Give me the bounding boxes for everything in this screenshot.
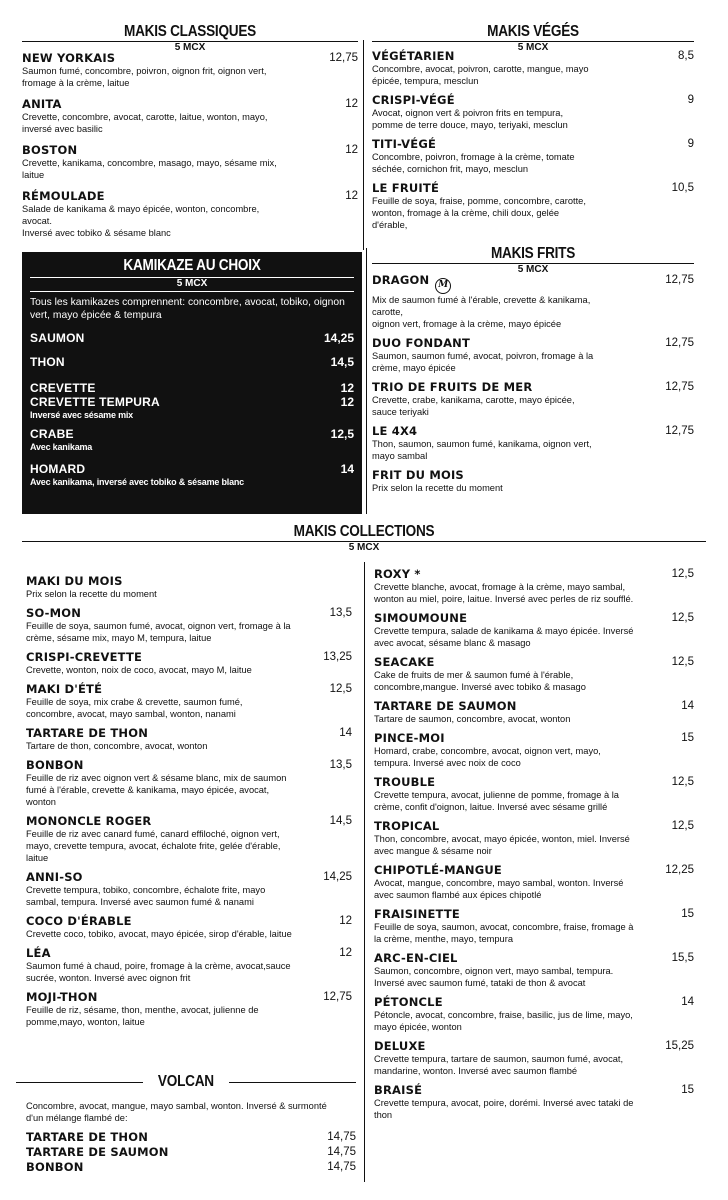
section-title: KAMIKAZE AU CHOIX	[123, 257, 261, 274]
divider	[30, 291, 354, 292]
item-description: Concombre, avocat, poivron, carotte, mangue, mayo épicée, tempura, mesclun	[372, 64, 589, 86]
menu-item-maki-d-ete	[26, 682, 352, 720]
menu-item-new-yorkais	[22, 51, 358, 89]
item-description: Feuille de soya, saumon fumé, avocat, oignon vert, fromage à la crème, sésame mix, mayo M, tempura, laitue	[26, 621, 291, 643]
column-divider	[364, 562, 365, 1182]
item-price: 14	[340, 462, 354, 476]
maki-logo-icon: M	[435, 278, 451, 294]
item-name: BONBON	[26, 758, 84, 772]
item-name: CHIPOTLÉ-MANGUE	[374, 863, 502, 877]
item-price: 12,5	[671, 612, 694, 624]
menu-item-mononcle-roger	[26, 814, 352, 864]
menu-item-roxy	[374, 567, 694, 605]
menu-item-arc-en-ciel	[374, 951, 694, 989]
item-price: 9	[687, 94, 694, 106]
item-price: 15	[681, 732, 694, 744]
item-description: Avocat, oignon vert & poivron frits en tempura, pomme de terre douce, mayo, teriyaki, mesclun	[372, 108, 568, 130]
item-name: THON	[30, 355, 65, 369]
section-subtitle: 5 MCX	[348, 542, 380, 553]
item-description-extra: oignon vert, fromage à la crème, mayo épicée	[372, 319, 562, 329]
item-description: Saumon, saumon fumé, avocat, poivron, fromage à la crème, mayo épicée	[372, 351, 594, 373]
menu-item-crevette	[30, 381, 354, 395]
menu-item-lea	[26, 946, 352, 984]
item-price: 12	[339, 947, 352, 959]
item-name: RÉMOULADE	[22, 189, 105, 203]
item-price: 12,5	[671, 820, 694, 832]
item-name: VÉGÉTARIEN	[372, 49, 455, 63]
item-name: BONBON	[26, 1160, 84, 1174]
section-title: MAKIS FRITS	[490, 245, 576, 262]
item-price: 10,5	[671, 182, 694, 194]
item-description: Feuille de riz avec oignon vert & sésame blanc, mix de saumon fumé à l'érable, crevette & kanikama, mayo épicée, avocat, wonton	[26, 773, 287, 807]
item-list	[22, 51, 358, 239]
item-description: Crevette tempura, avocat, julienne de pomme, fromage à la crème, confit d'oignon, laitue. Inversé avec sésame grillé	[374, 790, 619, 812]
section-title: MAKIS VÉGÉS	[487, 23, 579, 40]
menu-item-le-fruite	[372, 181, 694, 231]
item-description: Feuille de soya, fraise, pomme, concombre, carotte, wonton, fromage à la crème, chili doux, gelée d'érable,	[372, 196, 586, 230]
item-description: Crevette blanche, avocat, fromage à la crème, mayo sambal, wonton au miel, poire, laitue. Inversé avec perles de riz soufflé.	[374, 582, 634, 604]
menu-item-trio-de-fruits-de-mer	[372, 380, 694, 418]
menu-item-dragon	[372, 273, 694, 330]
item-description: Concombre, poivron, fromage à la crème, tomate séchée, cornichon frit, mayo, mesclun	[372, 152, 575, 174]
menu-item-trouble	[374, 775, 694, 813]
section-title: MAKIS CLASSIQUES	[124, 23, 256, 40]
item-name: SAUMON	[30, 331, 85, 345]
item-list	[372, 273, 694, 494]
section-vege	[372, 24, 694, 237]
item-name-text: DRAGON	[372, 273, 430, 287]
column-divider	[363, 40, 364, 250]
item-description: Crevette tempura, tartare de saumon, saumon fumé, avocat, mandarine, wonton. Inversé avec saumon flambé	[374, 1054, 624, 1076]
item-price: 14	[681, 700, 694, 712]
item-price: 14	[339, 727, 352, 739]
item-description: Avec kanikama	[30, 442, 93, 452]
item-price: 12,75	[329, 52, 358, 64]
menu-item-braise	[374, 1083, 694, 1121]
item-price: 12,5	[330, 427, 354, 441]
item-list	[26, 574, 352, 1028]
section-subtitle: 5 MCX	[174, 42, 206, 53]
item-price: 15	[681, 1084, 694, 1096]
menu-item-tartare-de-thon	[26, 1130, 356, 1144]
menu-item-crabe	[30, 427, 354, 453]
item-price: 12,5	[671, 568, 694, 580]
menu-item-maki-du-mois	[26, 574, 352, 600]
item-description: Thon, saumon, saumon fumé, kanikama, oignon vert, mayo sambal	[372, 439, 592, 461]
menu-item-frit-du-mois	[372, 468, 694, 494]
item-description: Prix selon la recette du moment	[26, 589, 157, 599]
item-description: Thon, concombre, avocat, mayo épicée, wonton, miel. Inversé avec mangue & sésame noir	[374, 834, 630, 856]
item-name: BOSTON	[22, 143, 78, 157]
item-name: LE 4X4	[372, 424, 418, 438]
menu-item-so-mon	[26, 606, 352, 644]
divider	[229, 1082, 356, 1083]
item-name: CRISPI-CREVETTE	[26, 650, 143, 664]
item-price: 14,25	[323, 331, 354, 345]
item-name: PÉTONCLE	[374, 995, 443, 1009]
item-name: TROUBLE	[374, 775, 436, 789]
item-price: 14,5	[329, 815, 352, 827]
menu-item-vegetarien	[372, 49, 694, 87]
item-name: FRIT DU MOIS	[372, 468, 464, 482]
item-description: Pétoncle, avocat, concombre, fraise, basilic, jus de lime, mayo, mayo épicée, wonton	[374, 1010, 633, 1032]
item-name: FRAISINETTE	[374, 907, 460, 921]
item-name: BRAISÉ	[374, 1083, 423, 1097]
item-name: MOJI-THON	[26, 990, 98, 1004]
item-description: Saumon, concombre, oignon vert, mayo sambal, tempura. Inversé avec saumon fumé, tataki de thon & avocat	[374, 966, 614, 988]
menu-item-homard	[30, 462, 354, 488]
item-price: 15,5	[671, 952, 694, 964]
section-frits	[372, 246, 694, 500]
menu-item-duo-fondant	[372, 336, 694, 374]
item-price: 12,5	[671, 656, 694, 668]
item-name: CREVETTE TEMPURA	[30, 395, 160, 409]
menu-item-thon	[30, 355, 354, 369]
item-price: 12	[345, 144, 358, 156]
section-title: MAKIS COLLECTIONS	[293, 523, 435, 540]
item-price: 12	[345, 190, 358, 202]
item-name: TARTARE DE SAUMON	[374, 699, 517, 713]
item-price: 12	[339, 915, 352, 927]
item-description: Salade de kanikama & mayo épicée, wonton, concombre, avocat.	[22, 204, 260, 226]
menu-item-anni-so	[26, 870, 352, 908]
collections-right-column	[374, 567, 694, 1127]
item-description: Saumon fumé à chaud, poire, fromage à la crème, avocat,sauce sucrée, wonton. Inversé avec oignon frit	[26, 961, 291, 983]
item-price: 13,5	[329, 607, 352, 619]
item-name: DELUXE	[374, 1039, 426, 1053]
item-price: 12	[340, 381, 354, 395]
item-description: Saumon fumé, concombre, poivron, oignon frit, oignon vert, fromage à la crème, laitue	[22, 66, 267, 88]
item-name: MAKI D'ÉTÉ	[26, 682, 103, 696]
item-price: 14,75	[327, 1131, 356, 1143]
menu-item-crevette-tempura	[30, 395, 354, 421]
menu-item-le-4x4	[372, 424, 694, 462]
item-price: 14,5	[330, 355, 354, 369]
menu-item-crispi-crevette	[26, 650, 352, 676]
item-description: Avocat, mangue, concombre, mayo sambal, wonton. Inversé avec saumon flambé aux épices chipotlé	[374, 878, 624, 900]
kamikaze-intro: Tous les kamikazes comprennent: concombre, avocat, tobiko, oignon vert, mayo épicée & tempura	[30, 297, 345, 321]
item-price: 15,25	[665, 1040, 694, 1052]
menu-item-chipotle-mangue	[374, 863, 694, 901]
item-description: Homard, crabe, concombre, avocat, oignon vert, mayo, tempura. Inversé avec noix de coco	[374, 746, 601, 768]
volcan-intro: Concombre, avocat, mangue, mayo sambal, wonton. Inversé & surmonté d'un mélange flambé de:	[26, 1101, 327, 1123]
item-name: SO-MON	[26, 606, 82, 620]
item-name: MONONCLE ROGER	[26, 814, 152, 828]
item-description: Mix de saumon fumé à l'érable, crevette & kanikama, carotte,	[372, 295, 591, 317]
menu-item-coco-d-erable	[26, 914, 352, 940]
item-name: MAKI DU MOIS	[26, 574, 123, 588]
section-subtitle: 5 MCX	[517, 264, 549, 275]
collections-left-column	[26, 574, 352, 1034]
menu-item-seacake	[374, 655, 694, 693]
item-price: 12	[340, 395, 354, 409]
menu-item-crispi-vege	[372, 93, 694, 131]
menu-item-petoncle	[374, 995, 694, 1033]
item-price: 12,75	[665, 274, 694, 286]
item-description: Avec kanikama, inversé avec tobiko & sésame blanc	[30, 477, 244, 487]
item-price: 12	[345, 98, 358, 110]
section-volcan	[16, 1074, 356, 1175]
item-description: Prix selon la recette du moment	[372, 483, 503, 493]
item-description: Feuille de soya, saumon, avocat, concombre, fraise, fromage à la crème, menthe, mayo, tempura	[374, 922, 634, 944]
item-description: Feuille de soya, mix crabe & crevette, saumon fumé, concombre, avocat, mayo sambal, wonton, nanami	[26, 697, 243, 719]
menu-item-titi-vege	[372, 137, 694, 175]
menu-item-moji-thon	[26, 990, 352, 1028]
item-name: CREVETTE	[30, 381, 96, 395]
item-price: 8,5	[678, 50, 694, 62]
item-name: HOMARD	[30, 462, 86, 476]
item-description: Crevette tempura, tobiko, concombre, échalote frite, mayo sambal, tempura. Inversé avec saumon fumé & nanami	[26, 885, 266, 907]
item-name: CRABE	[30, 427, 74, 441]
item-description-extra: Inversé avec tobiko & sésame blanc	[22, 228, 171, 238]
item-name: TARTARE DE THON	[26, 1130, 149, 1144]
item-description: Tartare de saumon, concombre, avocat, wonton	[374, 714, 571, 724]
item-price: 12,75	[665, 425, 694, 437]
item-name	[372, 273, 694, 294]
menu-item-tartare-de-thon	[26, 726, 352, 752]
section-title: VOLCAN	[158, 1073, 214, 1090]
item-name: COCO D'ÉRABLE	[26, 914, 132, 928]
item-price: 14,75	[327, 1146, 356, 1158]
item-description: Feuille de riz, sésame, thon, menthe, avocat, julienne de pomme,mayo, wonton, laitue	[26, 1005, 259, 1027]
item-price: 12,5	[329, 683, 352, 695]
section-kamikaze	[22, 252, 362, 514]
item-list	[372, 49, 694, 231]
menu-item-saumon	[30, 331, 354, 345]
item-description: Crevette coco, tobiko, avocat, mayo épicée, sirop d'érable, laitue	[26, 929, 292, 939]
menu-item-tartare-de-saumon	[26, 1145, 356, 1159]
item-price: 14	[681, 996, 694, 1008]
item-description: Crevette tempura, avocat, poire, dorémi. Inversé avec tataki de thon	[374, 1098, 634, 1120]
item-name: LÉA	[26, 946, 51, 960]
item-description: Crevette, concombre, avocat, carotte, laitue, wonton, mayo, inversé avec basilic	[22, 112, 268, 134]
item-description: Crevette, kanikama, concombre, masago, mayo, sésame mix, laitue	[22, 158, 277, 180]
item-list	[374, 567, 694, 1121]
item-price: 12,5	[671, 776, 694, 788]
section-subtitle: 5 MCX	[176, 278, 208, 289]
item-price: 12,75	[665, 381, 694, 393]
column-divider	[366, 248, 367, 514]
item-name: DUO FONDANT	[372, 336, 471, 350]
item-name: TROPICAL	[374, 819, 440, 833]
item-description: Cake de fruits de mer & saumon fumé à l'érable, concombre,mangue. Inversé avec tobiko & masago	[374, 670, 586, 692]
item-description: Inversé avec sésame mix	[30, 410, 133, 420]
item-name: NEW YORKAIS	[22, 51, 116, 65]
menu-item-bonbon	[26, 758, 352, 808]
item-description: Crevette, crabe, kanikama, carotte, mayo épicée, sauce teriyaki	[372, 395, 575, 417]
item-price: 15	[681, 908, 694, 920]
item-price: 12,75	[665, 337, 694, 349]
item-description: Feuille de riz avec canard fumé, canard effiloché, oignon vert, mayo, crevette tempura, avocat, échalote frite, gelée d'érable, laitue	[26, 829, 281, 863]
item-name: SIMOUMOUNE	[374, 611, 468, 625]
menu-item-anita	[22, 97, 358, 135]
menu-item-boston	[22, 143, 358, 181]
item-name: TRIO DE FRUITS DE MER	[372, 380, 533, 394]
item-name: SEACAKE	[374, 655, 435, 669]
item-name: LE FRUITÉ	[372, 181, 440, 195]
item-price: 9	[687, 138, 694, 150]
item-price: 13,5	[329, 759, 352, 771]
item-list	[30, 331, 354, 488]
menu-item-simoumoune	[374, 611, 694, 649]
menu-item-remoulade	[22, 189, 358, 239]
menu-item-fraisinette	[374, 907, 694, 945]
menu-item-tropical	[374, 819, 694, 857]
item-price: 12,75	[323, 991, 352, 1003]
item-price: 12,25	[665, 864, 694, 876]
item-description: Tartare de thon, concombre, avocat, wonton	[26, 741, 208, 751]
menu-item-pince-moi	[374, 731, 694, 769]
section-classiques	[22, 24, 358, 247]
menu-item-tartare-de-saumon	[374, 699, 694, 725]
item-description: Crevette tempura, salade de kanikama & mayo épicée. Inversé avec avocat, sésame blanc & masago	[374, 626, 634, 648]
divider	[16, 1082, 143, 1083]
item-name: TITI-VÉGÉ	[372, 137, 437, 151]
item-name: ANITA	[22, 97, 62, 111]
item-name: CRISPI-VÉGÉ	[372, 93, 455, 107]
menu-item-deluxe	[374, 1039, 694, 1077]
item-price: 14,75	[327, 1161, 356, 1173]
section-subtitle: 5 MCX	[517, 42, 549, 53]
menu-item-bonbon	[26, 1160, 356, 1174]
item-description: Crevette, wonton, noix de coco, avocat, mayo M, laitue	[26, 665, 252, 675]
item-name: ARC-EN-CIEL	[374, 951, 458, 965]
item-name: ROXY *	[374, 567, 421, 581]
item-name: ANNI-SO	[26, 870, 83, 884]
item-price: 13,25	[323, 651, 352, 663]
section-collections	[22, 524, 706, 553]
item-name: PINCE-MOI	[374, 731, 445, 745]
item-name: TARTARE DE THON	[26, 726, 149, 740]
item-list	[16, 1130, 356, 1174]
item-name: TARTARE DE SAUMON	[26, 1145, 169, 1159]
item-price: 14,25	[323, 871, 352, 883]
